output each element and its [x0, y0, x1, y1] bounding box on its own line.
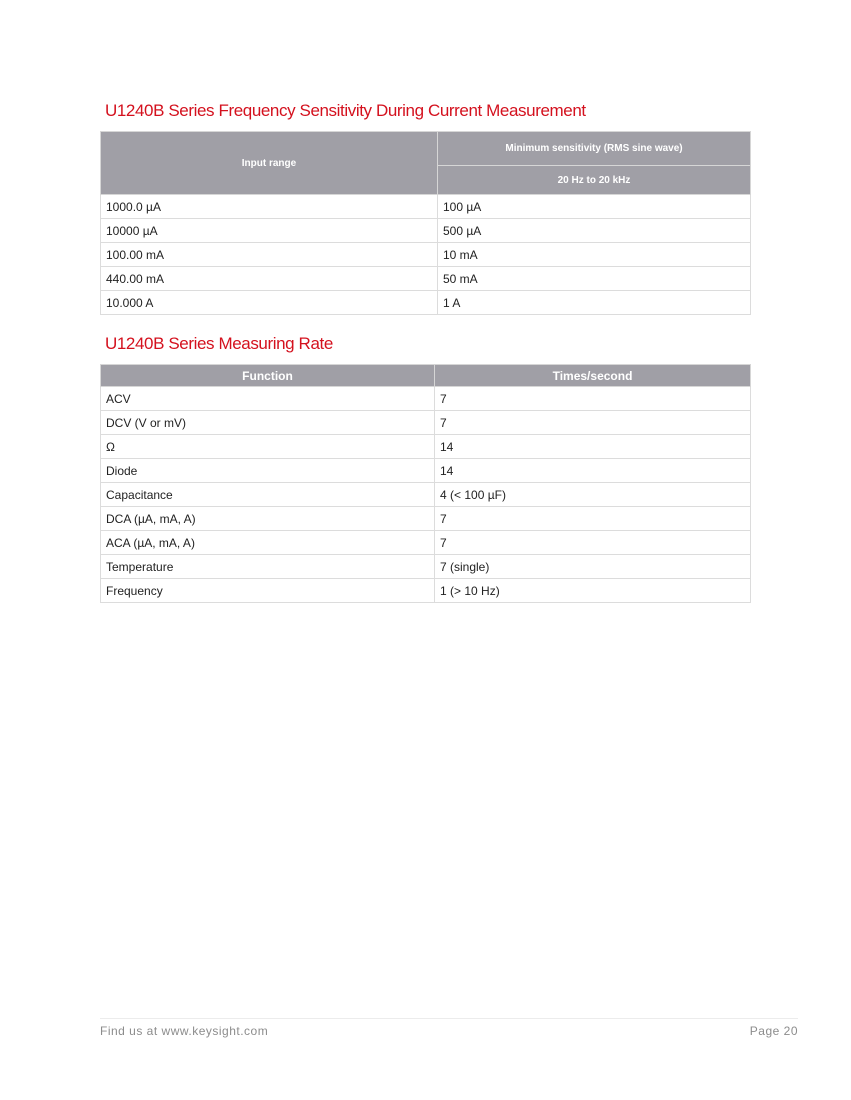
function-cell: Ω: [101, 435, 435, 459]
measuring-rate-table: [100, 364, 751, 603]
table-row: [101, 435, 751, 459]
table-row: [101, 531, 751, 555]
function-cell: ACV: [101, 387, 435, 411]
function-cell: ACA (µA, mA, A): [101, 531, 435, 555]
measuring-rate-title: U1240B Series Measuring Rate: [105, 334, 333, 353]
rate-cell: 7: [435, 411, 751, 435]
sensitivity-cell: 100 µA: [438, 195, 751, 219]
table-row: [101, 507, 751, 531]
rate-cell: 4 (< 100 µF): [435, 483, 751, 507]
table-row: [101, 411, 751, 435]
table-row: [101, 243, 751, 267]
table-row: [101, 459, 751, 483]
function-cell: Capacitance: [101, 483, 435, 507]
frequency-sensitivity-title: U1240B Series Frequency Sensitivity During Current Measurement: [105, 101, 586, 120]
table-row: [101, 195, 751, 219]
function-cell: DCV (V or mV): [101, 411, 435, 435]
frequency-band-header: 20 Hz to 20 kHz: [438, 166, 751, 195]
table-row: [101, 579, 751, 603]
function-header: Function: [101, 365, 435, 387]
function-cell: Frequency: [101, 579, 435, 603]
input-range-cell: 440.00 mA: [101, 267, 438, 291]
input-range-cell: 10.000 A: [101, 291, 438, 315]
table-row: [101, 267, 751, 291]
input-range-cell: 1000.0 µA: [101, 195, 438, 219]
function-cell: Diode: [101, 459, 435, 483]
function-cell: Temperature: [101, 555, 435, 579]
input-range-header: Input range: [101, 132, 438, 195]
page-number: Page 20: [749, 1024, 798, 1038]
rate-cell: 7 (single): [435, 555, 751, 579]
rate-cell: 7: [435, 387, 751, 411]
sensitivity-cell: 10 mA: [438, 243, 751, 267]
rate-cell: 1 (> 10 Hz): [435, 579, 751, 603]
sensitivity-cell: 1 A: [438, 291, 751, 315]
input-range-cell: 10000 µA: [101, 219, 438, 243]
rate-cell: 7: [435, 531, 751, 555]
footer-divider: [100, 1018, 798, 1019]
function-cell: DCA (µA, mA, A): [101, 507, 435, 531]
footer-website-text: Find us at www.keysight.com: [100, 1024, 269, 1038]
sensitivity-cell: 50 mA: [438, 267, 751, 291]
table-row: [101, 483, 751, 507]
table-row: [101, 291, 751, 315]
sensitivity-cell: 500 µA: [438, 219, 751, 243]
rate-cell: 14: [435, 459, 751, 483]
times-per-second-header: Times/second: [435, 365, 751, 387]
input-range-cell: 100.00 mA: [101, 243, 438, 267]
table-row: [101, 219, 751, 243]
table-row: [101, 555, 751, 579]
min-sensitivity-header: Minimum sensitivity (RMS sine wave): [438, 132, 751, 166]
table-row: [101, 387, 751, 411]
frequency-sensitivity-table: [100, 131, 751, 315]
rate-cell: 14: [435, 435, 751, 459]
rate-cell: 7: [435, 507, 751, 531]
